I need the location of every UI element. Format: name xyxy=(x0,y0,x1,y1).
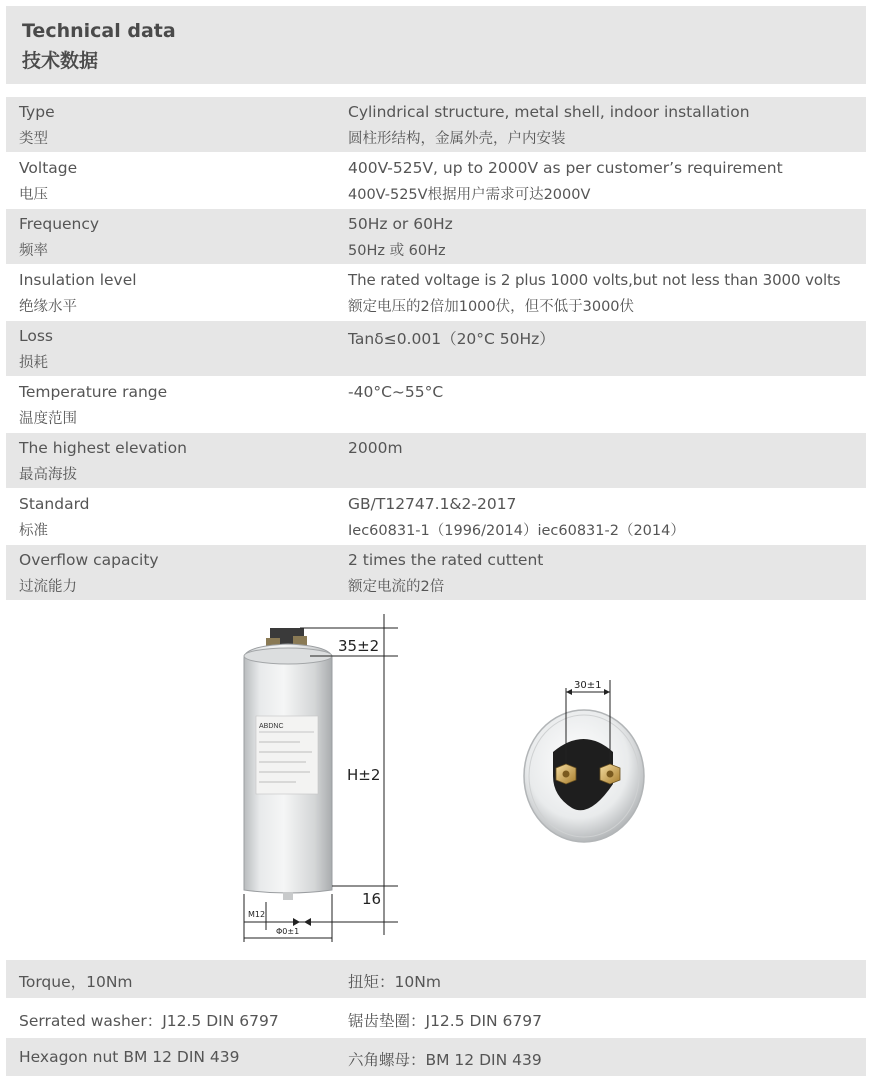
table-row xyxy=(6,265,866,321)
row-label-en: Standard xyxy=(19,495,90,513)
label-brand: ABDNC xyxy=(259,723,284,730)
row-value-en: 400V-525V, up to 2000V as per customer’s requirement xyxy=(348,159,783,177)
row-label-cn: 温度范围 xyxy=(19,411,77,427)
table-row xyxy=(6,153,866,209)
row-value-en: 2 times the rated cuttent xyxy=(348,551,544,569)
row-value-en: 2000m xyxy=(348,439,403,457)
row-label-cn: 标准 xyxy=(19,523,48,539)
row-label-en: Voltage xyxy=(19,159,78,177)
row-label-en: The highest elevation xyxy=(19,439,187,457)
dim-height-label: H±2 xyxy=(347,766,381,784)
row-label-cn: 最高海拔 xyxy=(19,467,77,483)
spec-en: Torque，10Nm xyxy=(19,973,133,991)
spec-cn: 扭矩：10Nm xyxy=(348,973,441,991)
row-label-cn: 损耗 xyxy=(19,355,48,371)
row-label-cn: 类型 xyxy=(19,131,48,147)
spec-cn: 六角螺母：BM 12 DIN 439 xyxy=(348,1051,542,1069)
spec-row-washer xyxy=(6,999,866,1037)
row-value-en: GB/T12747.1&2-2017 xyxy=(348,495,517,513)
table-row xyxy=(6,377,866,433)
row-label-en: Temperature range xyxy=(19,383,168,401)
row-value-en: The rated voltage is 2 plus 1000 volts,but not less than 3000 volts xyxy=(348,271,841,289)
row-value-cn: 额定电压的2倍加1000伏，但不低于3000伏 xyxy=(348,299,635,315)
dim-stud-label: M12 xyxy=(248,910,266,919)
row-label-en: Insulation level xyxy=(19,271,137,289)
table-row xyxy=(6,433,866,489)
row-label-cn: 频率 xyxy=(19,243,48,259)
table-row xyxy=(6,545,866,601)
row-value-en: Tanδ≤0.001（20°C 50Hz） xyxy=(348,330,555,348)
row-label-en: Overflow capacity xyxy=(19,551,159,569)
row-label-en: Type xyxy=(19,103,55,121)
row-label-cn: 过流能力 xyxy=(19,579,77,595)
row-value-cn: 圆柱形结构，金属外壳，户内安装 xyxy=(348,131,566,147)
table-row xyxy=(6,489,866,545)
section-title-cn: 技术数据 xyxy=(22,50,99,72)
table-row xyxy=(6,97,866,153)
dim-diameter-label: Φ0±1 xyxy=(276,927,300,936)
row-value-en: -40°C~55°C xyxy=(348,383,444,401)
spec-en: Hexagon nut BM 12 DIN 439 xyxy=(19,1048,240,1066)
dim-bottom-label: 16 xyxy=(362,890,382,908)
spec-row-torque xyxy=(6,960,866,998)
section-header xyxy=(6,6,866,84)
row-value-cn: 50Hz 或 60Hz xyxy=(348,243,446,259)
section-title-en: Technical data xyxy=(22,20,176,42)
row-value-cn: 额定电流的2倍 xyxy=(348,579,445,595)
table-row xyxy=(6,321,866,377)
row-label-en: Frequency xyxy=(19,215,100,233)
dim-terminal-label: 30±1 xyxy=(574,680,602,691)
capacitor-drawing xyxy=(0,600,873,955)
row-value-cn: Iec60831-1（1996/2014）iec60831-2（2014） xyxy=(348,523,685,539)
row-label-en: Loss xyxy=(19,327,53,345)
spec-en: Serrated washer：J12.5 DIN 6797 xyxy=(19,1012,279,1030)
table-row xyxy=(6,209,866,265)
technical-data-table xyxy=(6,97,866,601)
spec-cn: 锯齿垫圈：J12.5 DIN 6797 xyxy=(348,1012,542,1030)
spec-row-nut xyxy=(6,1038,866,1076)
capacitor-top-view xyxy=(524,680,644,842)
capacitor-side-view xyxy=(244,614,398,942)
row-value-cn: 400V-525V根据用户需求可达2000V xyxy=(348,187,591,203)
row-label-cn: 电压 xyxy=(19,187,48,203)
row-label-cn: 绝缘水平 xyxy=(19,299,77,315)
row-value-en: Cylindrical structure, metal shell, indoor installation xyxy=(348,103,750,121)
row-value-en: 50Hz or 60Hz xyxy=(348,215,453,233)
dim-top-label: 35±2 xyxy=(338,637,380,655)
